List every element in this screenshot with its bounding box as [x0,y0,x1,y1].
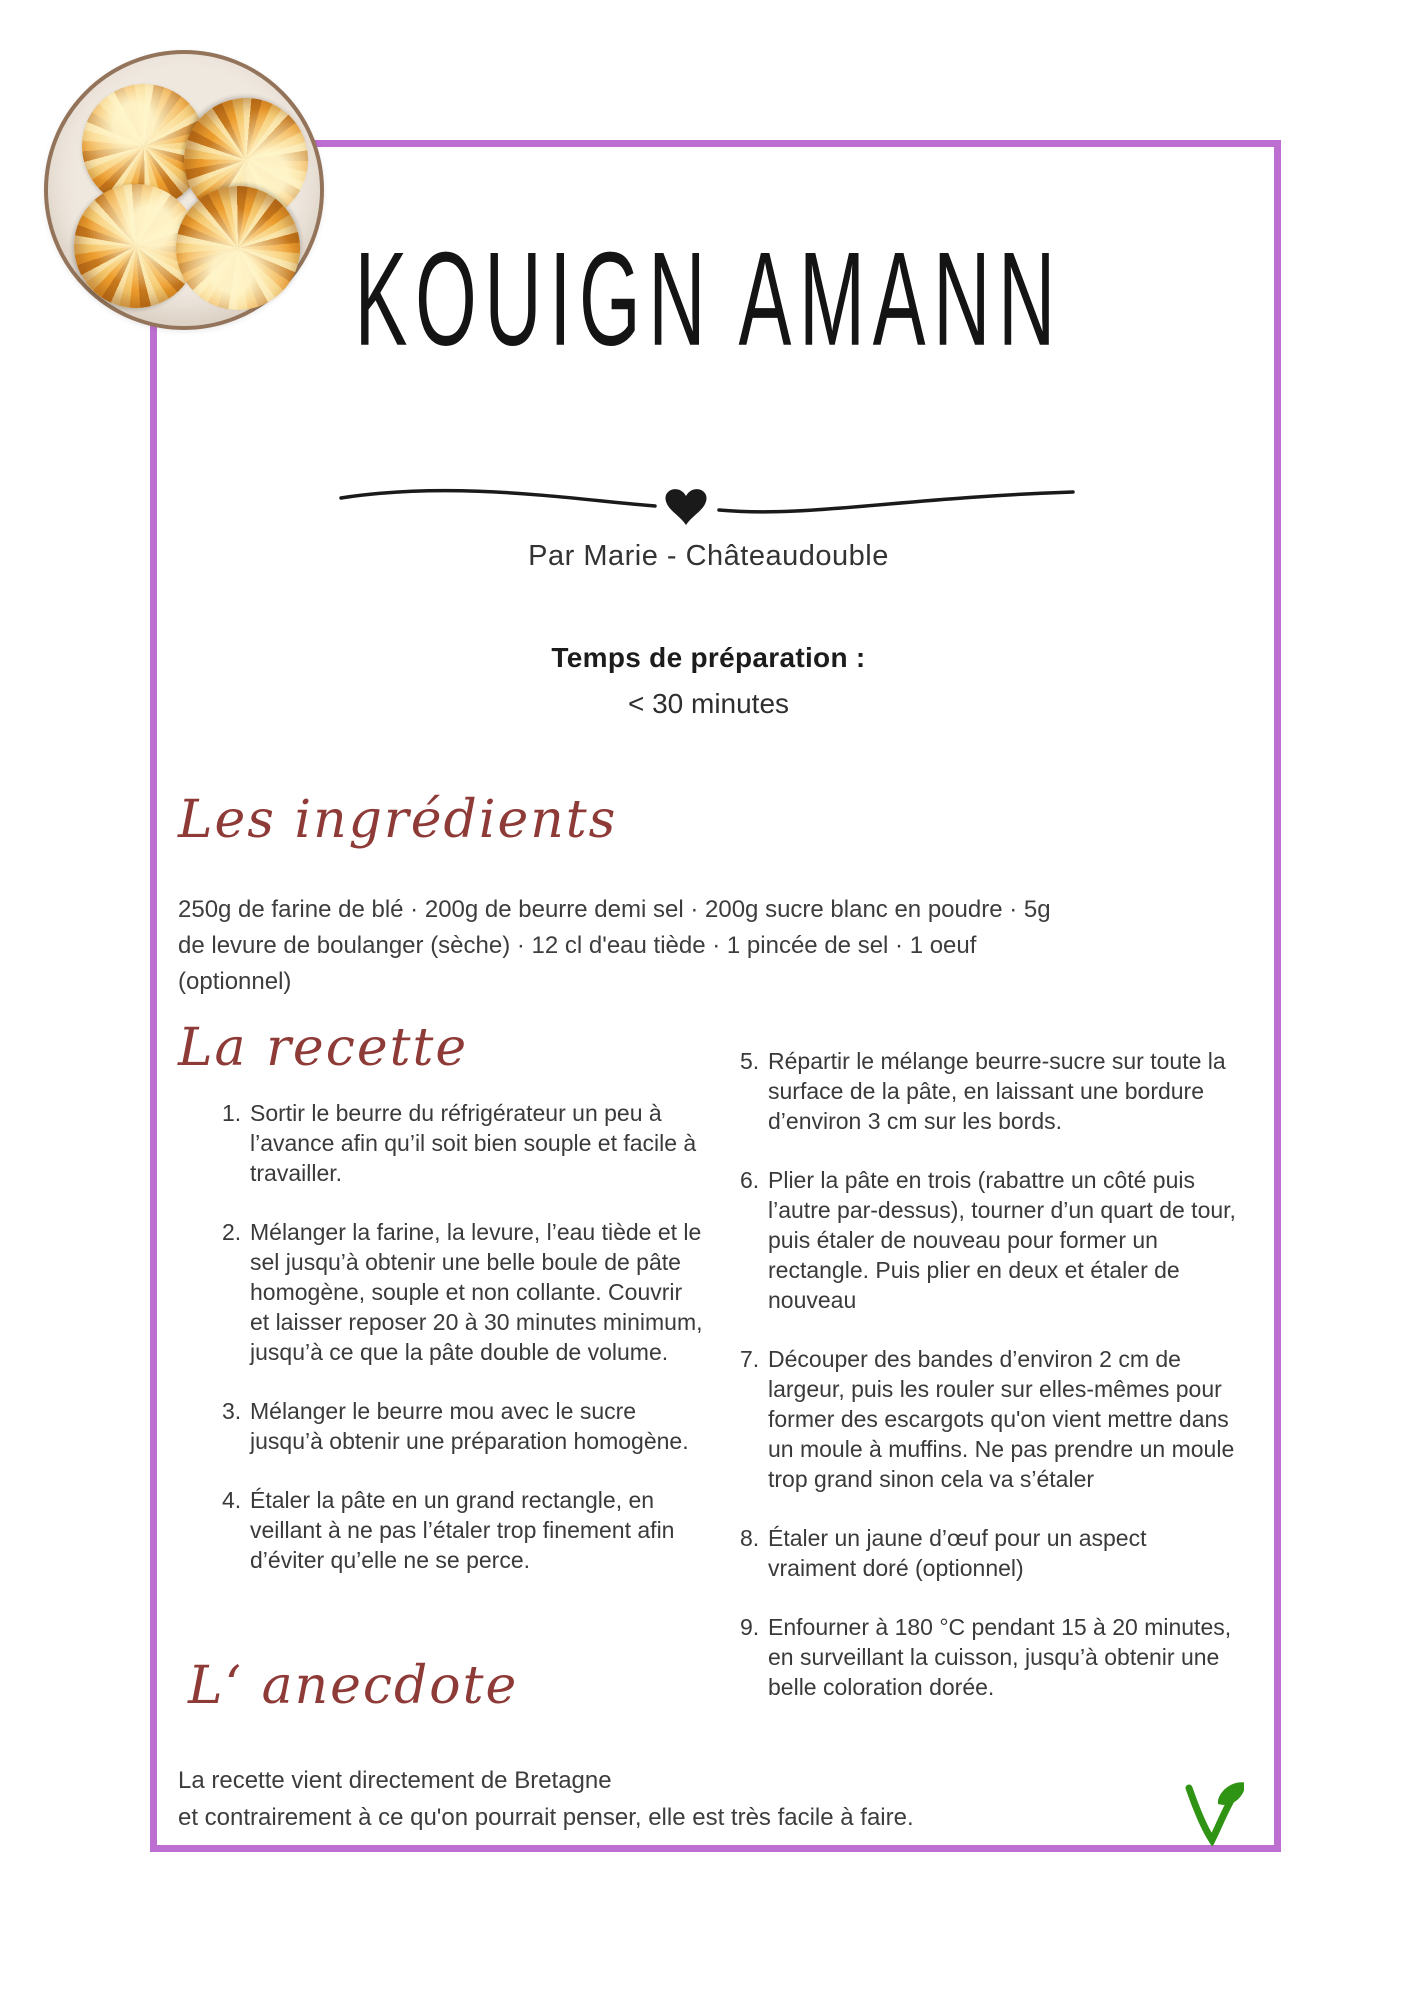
step-text: Sortir le beurre du réfrigérateur un peu à l’avance afin qu’il soit bien souple et facile à travailler. [250,1100,697,1186]
step-text: Enfourner à 180 °C pendant 15 à 20 minutes, en surveillant la cuisson, jusqu’à obtenir une belle coloration dorée. [768,1614,1232,1700]
step-text: Étaler la pâte en un grand rectangle, en veillant à ne pas l’étaler trop finement afin d’éviter qu’elle ne se perce. [250,1487,675,1573]
ingredients-line-3: (optionnel) [178,968,292,995]
recipe-step [740,1523,1240,1583]
recipe-step [222,1485,706,1575]
ingredients-heading: Les ingrédients [178,790,618,850]
step-number: 5. [740,1048,760,1074]
heart-icon [665,489,706,525]
recipe-step [222,1098,706,1188]
step-text: Répartir le mélange beurre-sucre sur toute la surface de la pâte, en laissant une bordure d’environ 3 cm sur les bords. [768,1048,1226,1134]
recipe-step [222,1396,706,1456]
recipe-heading: La recette [178,1018,469,1078]
step-text: Découper des bandes d’environ 2 cm de largeur, puis les rouler sur elles-mêmes pour former des escargots qu'on vient mettre dans un moule à muffins. Ne pas prendre un moule trop grand sinon cela va s’étaler [768,1346,1235,1492]
step-number: 8. [740,1525,760,1551]
author-line: Par Marie - Châteaudouble [528,540,889,572]
step-text: Étaler un jaune d’œuf pour un aspect vraiment doré (optionnel) [768,1525,1147,1581]
step-number: 4. [222,1487,242,1513]
recipe-step [740,1165,1240,1315]
page-title-text: KOUIGN AMANN [354,225,1063,374]
step-number: 2. [222,1219,242,1245]
recipe-steps-right-column [740,1046,1240,1731]
step-text: Mélanger le beurre mou avec le sucre jusqu’à obtenir une préparation homogène. [250,1398,689,1454]
prep-time-label: Temps de préparation : [551,642,866,673]
ingredients-line-2: de levure de boulanger (sèche) · 12 cl d'eau tiède · 1 pincée de sel · 1 oeuf [178,932,977,959]
title-divider [337,464,1077,536]
recipe-step [222,1217,706,1367]
leaf-icon [1218,1782,1244,1805]
anecdote-heading: L‘ anecdote [188,1656,519,1716]
step-number: 7. [740,1346,760,1372]
vegetarian-v-leaf-icon [1182,1780,1244,1846]
recipe-steps-left-column [222,1098,706,1604]
recipe-step [740,1612,1240,1702]
anecdote-line-1: La recette vient directement de Bretagne [178,1767,612,1794]
step-text: Plier la pâte en trois (rabattre un côté puis l’autre par-dessus), tourner d’un quart de tour, puis étaler de nouveau pour former un rectangle. Puis plier en deux et étaler de nouveau [768,1167,1236,1313]
step-number: 9. [740,1614,760,1640]
step-number: 6. [740,1167,760,1193]
step-text: Mélanger la farine, la levure, l’eau tiède et le sel jusqu’à obtenir une belle boule de pâte homogène, souple et non collante. Couvrir et laisser reposer 20 à 30 minutes minimum, jusqu’à ce que la pâte double de volume. [250,1219,703,1365]
step-number: 1. [222,1100,242,1126]
page-title [150,225,1267,374]
step-number: 3. [222,1398,242,1424]
recipe-step [740,1344,1240,1494]
ingredients-line-1: 250g de farine de blé · 200g de beurre demi sel · 200g sucre blanc en poudre · 5g [178,896,1051,923]
recipe-step [740,1046,1240,1136]
anecdote-line-2: et contrairement à ce qu'on pourrait penser, elle est très facile à faire. [178,1804,914,1831]
prep-time-value: < 30 minutes [627,688,790,719]
